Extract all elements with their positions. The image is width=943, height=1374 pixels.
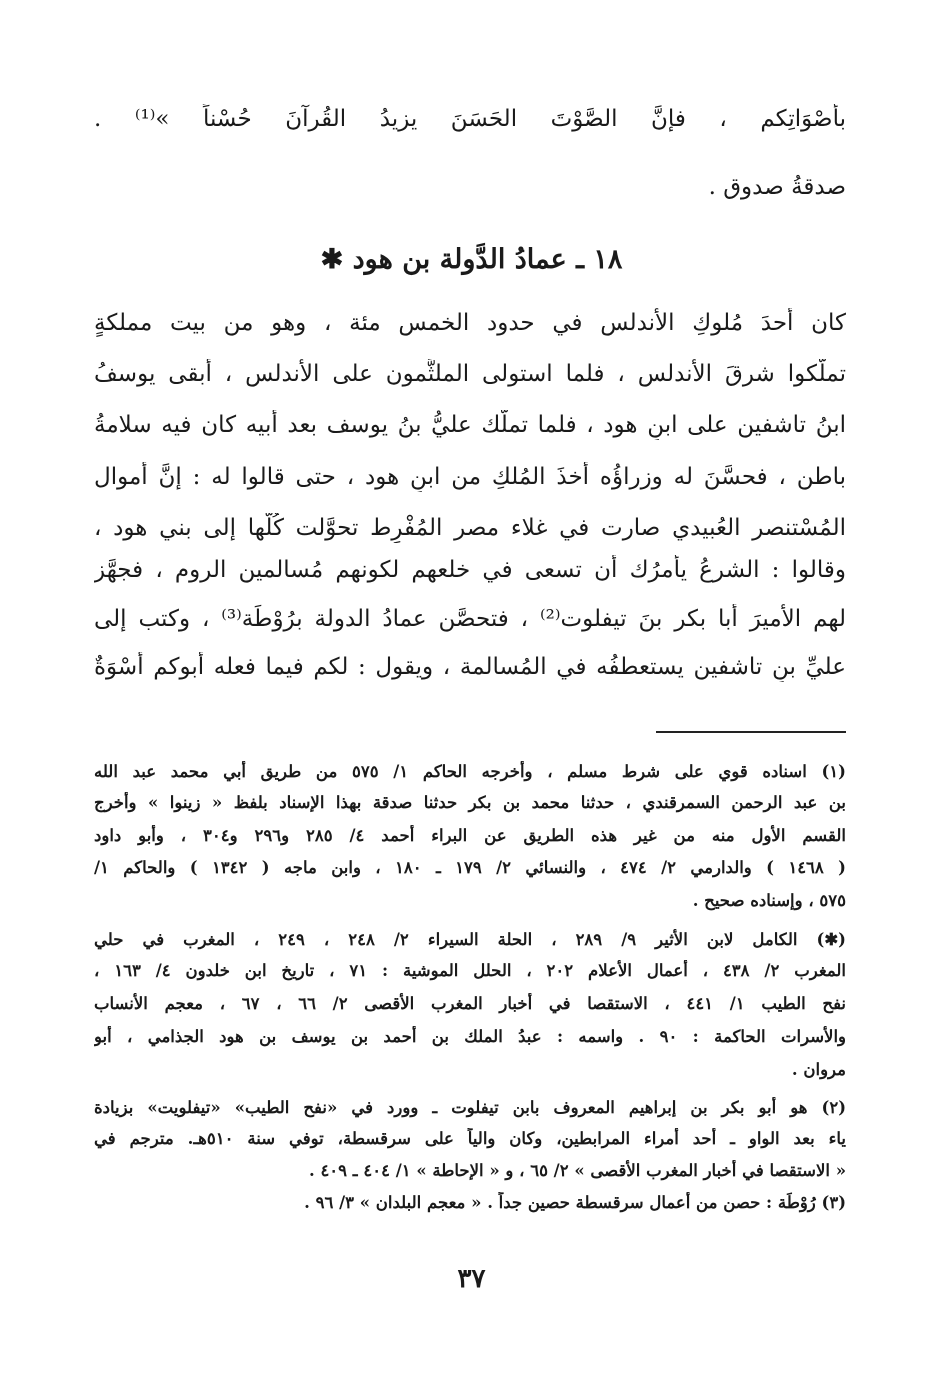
body-line-8: عليِّ بنِ تاشفين يستعطفُه في المُسالمة ، ويقول : لكم فيما فعله أبوكم أُسْوَةٌ [94,654,846,680]
footnote-line: ( ١٤٦٨ ) والدارمي ٢/ ٤٧٤ ، والنسائي ٢/ ١٧٩ ـ ١٨٠ ، وابن ماجه ( ١٣٤٢ ) والحاكم ١/ [94,858,846,877]
footnote-line: (١) اسناده قوي على شرط مسلم ، وأخرجه الحاكم ١/ ٥٧٥ من طريق أبي محمد عبد الله [94,762,846,781]
footnote-line: ياء بعد الواو ـ أحد أمراء المرابطين، وكان والياً على سرقسطة، توفي سنة ٥١٠هـ. مترجم في [94,1129,846,1148]
page-number: ٣٧ [457,1264,486,1294]
body-line-5: المُسْتنصر العُبيدي صارت في غلاء مصر المُفْرِط تحوَّلت كُلُّها إلى بني هود ، [94,515,846,541]
body-line-7: لهم الأميرَ أبا بكر بنَ تيفلوت⁽²⁾ ، فتحصَّن عمادُ الدولة برُوْطَة⁽³⁾ ، وكتب إلى [94,606,846,632]
body-line-4: باطن ، فحسَّنَ له وزراؤُه أخذَ المُلكِ من ابنِ هود ، حتى قالوا له : إنَّ أموال [94,464,846,490]
body-line-2: تملَّكوا شرقَ الأندلس ، فلما استولى الملثَّمون على الأندلس ، أبقى يوسفُ [94,361,846,387]
footnote-line: ٥٧٥ ، وإسناده صحيح . [692,891,846,910]
footnote-line: (٣) رُوْطَة : حصن من أعمال سرقسطة حصين جداً . « معجم البلدان » ٣/ ٩٦ . [304,1193,846,1212]
footnote-line: المغرب ٢/ ٤٣٨ ، أعمال الأعلام ٢٠٢ ، الحلل الموشية : ٧١ ، تاريخ ابن خلدون ٤/ ١٦٣ ، [94,961,846,980]
intro-line-1: بأَصْوَاتِكم ، فإنَّ الصَّوْتَ الحَسَنَ يزيدُ القُرآنَ حُسْناً »⁽¹⁾ . [94,106,846,132]
intro-line-2: صدقةُ صدوق . [708,174,846,200]
footnote-line: بن عبد الرحمن السمرقندي ، حدثنا محمد بن بكر حدثنا صدقة بهذا الإسناد بلفظ « زينوا » وأخرج [94,793,846,812]
footnote-line: (٢) هو أبو بكر بن إبراهيم المعروف بابن تيفلوت ـ وورد في «نفح الطيب» «تيفلويت» بزيادة [94,1098,846,1117]
body-line-1: كان أحدَ مُلوكِ الأندلس في حدود الخمس مئة ، وهو من بيت مملكةٍ [94,310,846,336]
footnote-line: (✱) الكامل لابن الأثير ٩/ ٢٨٩ ، الحلة السيراء ٢/ ٢٤٨ ، ٢٤٩ ، المغرب في حلي [94,930,846,949]
footnote-line: القسم الأول منه من غير هذه الطريق عن البراء أحمد ٤/ ٢٨٥ و٢٩٦ و٣٠٤ ، وأبو داود [94,826,846,845]
footnote-line: مروان . [791,1060,846,1079]
body-line-6: وقالوا : الشرعُ يأمرُك أن تسعى في خلعهم لكونهم مُسالمين الروم ، فجهَّز [94,557,846,583]
footnote-line: نفح الطيب ١/ ٤٤١ ، الاستقصا في أخبار المغرب الأقصى ٢/ ٦٦ ، ٦٧ ، معجم الأنساب [94,994,846,1013]
footnote-line: « الاستقصا في أخبار المغرب الأقصى » ٢/ ٦٥ ، و « الإحاطة » ١/ ٤٠٤ ـ ٤٠٩ . [308,1161,846,1180]
body-line-3: ابنُ تاشفين على ابنِ هود ، فلما تملَّك عليُّ بنُ يوسف بعد أبيه كان فيه سلامةُ [94,412,846,438]
footnote-separator [656,731,846,733]
footnote-line: والأسرات الحاكمة : ٩٠ . واسمه : عبدُ الملك بن أحمد بن يوسف بن هود الجذامي ، أبو [94,1027,846,1046]
section-title: ١٨ ـ عمادُ الدَّولة بن هود ✱ [320,244,623,275]
